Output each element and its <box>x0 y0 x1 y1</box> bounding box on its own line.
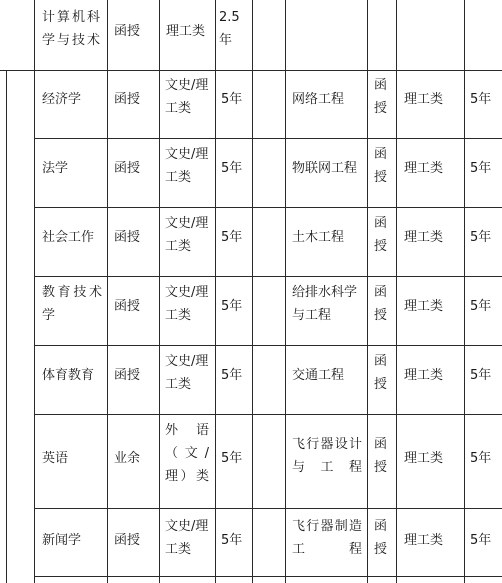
subject-category-right: 理工类 <box>404 230 444 245</box>
subject-category-right: 理工类 <box>404 533 444 548</box>
duration-left: 2.5年 <box>219 10 240 48</box>
study-mode-right: 函授 <box>374 285 388 323</box>
subject-category-left: 文史/理工类 <box>165 147 209 185</box>
column-divider <box>159 0 160 583</box>
study-mode-left: 函授 <box>114 299 141 314</box>
subject-category-left: 文史/理工类 <box>165 78 209 116</box>
study-mode-right: 函授 <box>374 216 388 254</box>
column-divider <box>107 0 108 583</box>
major-name-left: 计算机科学与技术 <box>42 10 100 48</box>
study-mode-left: 函授 <box>114 24 141 39</box>
row-divider <box>34 345 502 346</box>
major-name-right: 飞行器设计与工程 <box>292 437 362 475</box>
duration-left: 5年 <box>221 451 243 466</box>
study-mode-right: 函授 <box>374 147 388 185</box>
row-divider <box>34 276 502 277</box>
study-mode-right: 函授 <box>374 354 388 392</box>
major-name-left: 新闻学 <box>42 533 82 548</box>
study-mode-left: 函授 <box>114 533 141 548</box>
column-divider <box>215 0 216 583</box>
column-divider <box>34 0 35 583</box>
major-name-right: 物联网工程 <box>292 161 358 176</box>
duration-left: 5年 <box>221 533 243 548</box>
major-name-right: 网络工程 <box>292 92 345 107</box>
study-mode-left: 函授 <box>114 368 141 383</box>
row-divider <box>34 138 502 139</box>
column-divider <box>396 0 397 583</box>
major-name-left: 社会工作 <box>42 230 95 245</box>
study-mode-left: 函授 <box>114 161 141 176</box>
subject-category-right: 理工类 <box>404 368 444 383</box>
major-name-left: 教育技术学 <box>42 285 102 323</box>
study-mode-left: 函授 <box>114 230 141 245</box>
subject-category-right: 理工类 <box>404 161 444 176</box>
duration-right: 5年 <box>470 368 492 383</box>
major-name-right: 给排水科学与工程 <box>292 285 358 323</box>
subject-category-right: 理工类 <box>404 451 444 466</box>
major-name-left: 英语 <box>42 451 69 466</box>
study-mode-right: 函授 <box>374 437 388 475</box>
row-divider <box>0 70 502 71</box>
major-name-right: 交通工程 <box>292 368 345 383</box>
duration-left: 5年 <box>221 92 243 107</box>
row-divider <box>34 207 502 208</box>
major-name-right: 飞行器制造工程 <box>292 519 362 557</box>
study-mode-right: 函授 <box>374 78 388 116</box>
duration-right: 5年 <box>470 230 492 245</box>
column-divider <box>464 0 465 583</box>
row-divider <box>34 508 502 509</box>
duration-right: 5年 <box>470 533 492 548</box>
duration-right: 5年 <box>470 299 492 314</box>
subject-category-right: 理工类 <box>404 92 444 107</box>
duration-left: 5年 <box>221 230 243 245</box>
study-mode-left: 业余 <box>114 451 141 466</box>
major-name-left: 经济学 <box>42 92 82 107</box>
subject-category-left: 文史/理工类 <box>165 285 209 323</box>
subject-category-right: 理工类 <box>404 299 444 314</box>
duration-right: 5年 <box>470 161 492 176</box>
subject-category-left: 文史/理工类 <box>165 519 209 557</box>
subject-category-left: 外语（文/理）类 <box>165 423 209 484</box>
duration-left: 5年 <box>221 299 243 314</box>
column-divider <box>285 0 286 583</box>
study-mode-right: 函授 <box>374 519 388 557</box>
column-divider <box>252 0 253 583</box>
major-name-right: 土木工程 <box>292 230 345 245</box>
column-divider <box>6 70 7 583</box>
subject-category-left: 理工类 <box>166 24 206 39</box>
column-divider <box>367 0 368 583</box>
major-name-left: 法学 <box>42 161 69 176</box>
duration-left: 5年 <box>221 161 243 176</box>
duration-right: 5年 <box>470 92 492 107</box>
subject-category-left: 文史/理工类 <box>165 216 209 254</box>
study-mode-left: 函授 <box>114 92 141 107</box>
duration-left: 5年 <box>221 368 243 383</box>
row-divider <box>34 414 502 415</box>
duration-right: 5年 <box>470 451 492 466</box>
row-divider <box>34 576 502 577</box>
major-name-left: 体育教育 <box>42 368 95 383</box>
subject-category-left: 文史/理工类 <box>165 354 209 392</box>
